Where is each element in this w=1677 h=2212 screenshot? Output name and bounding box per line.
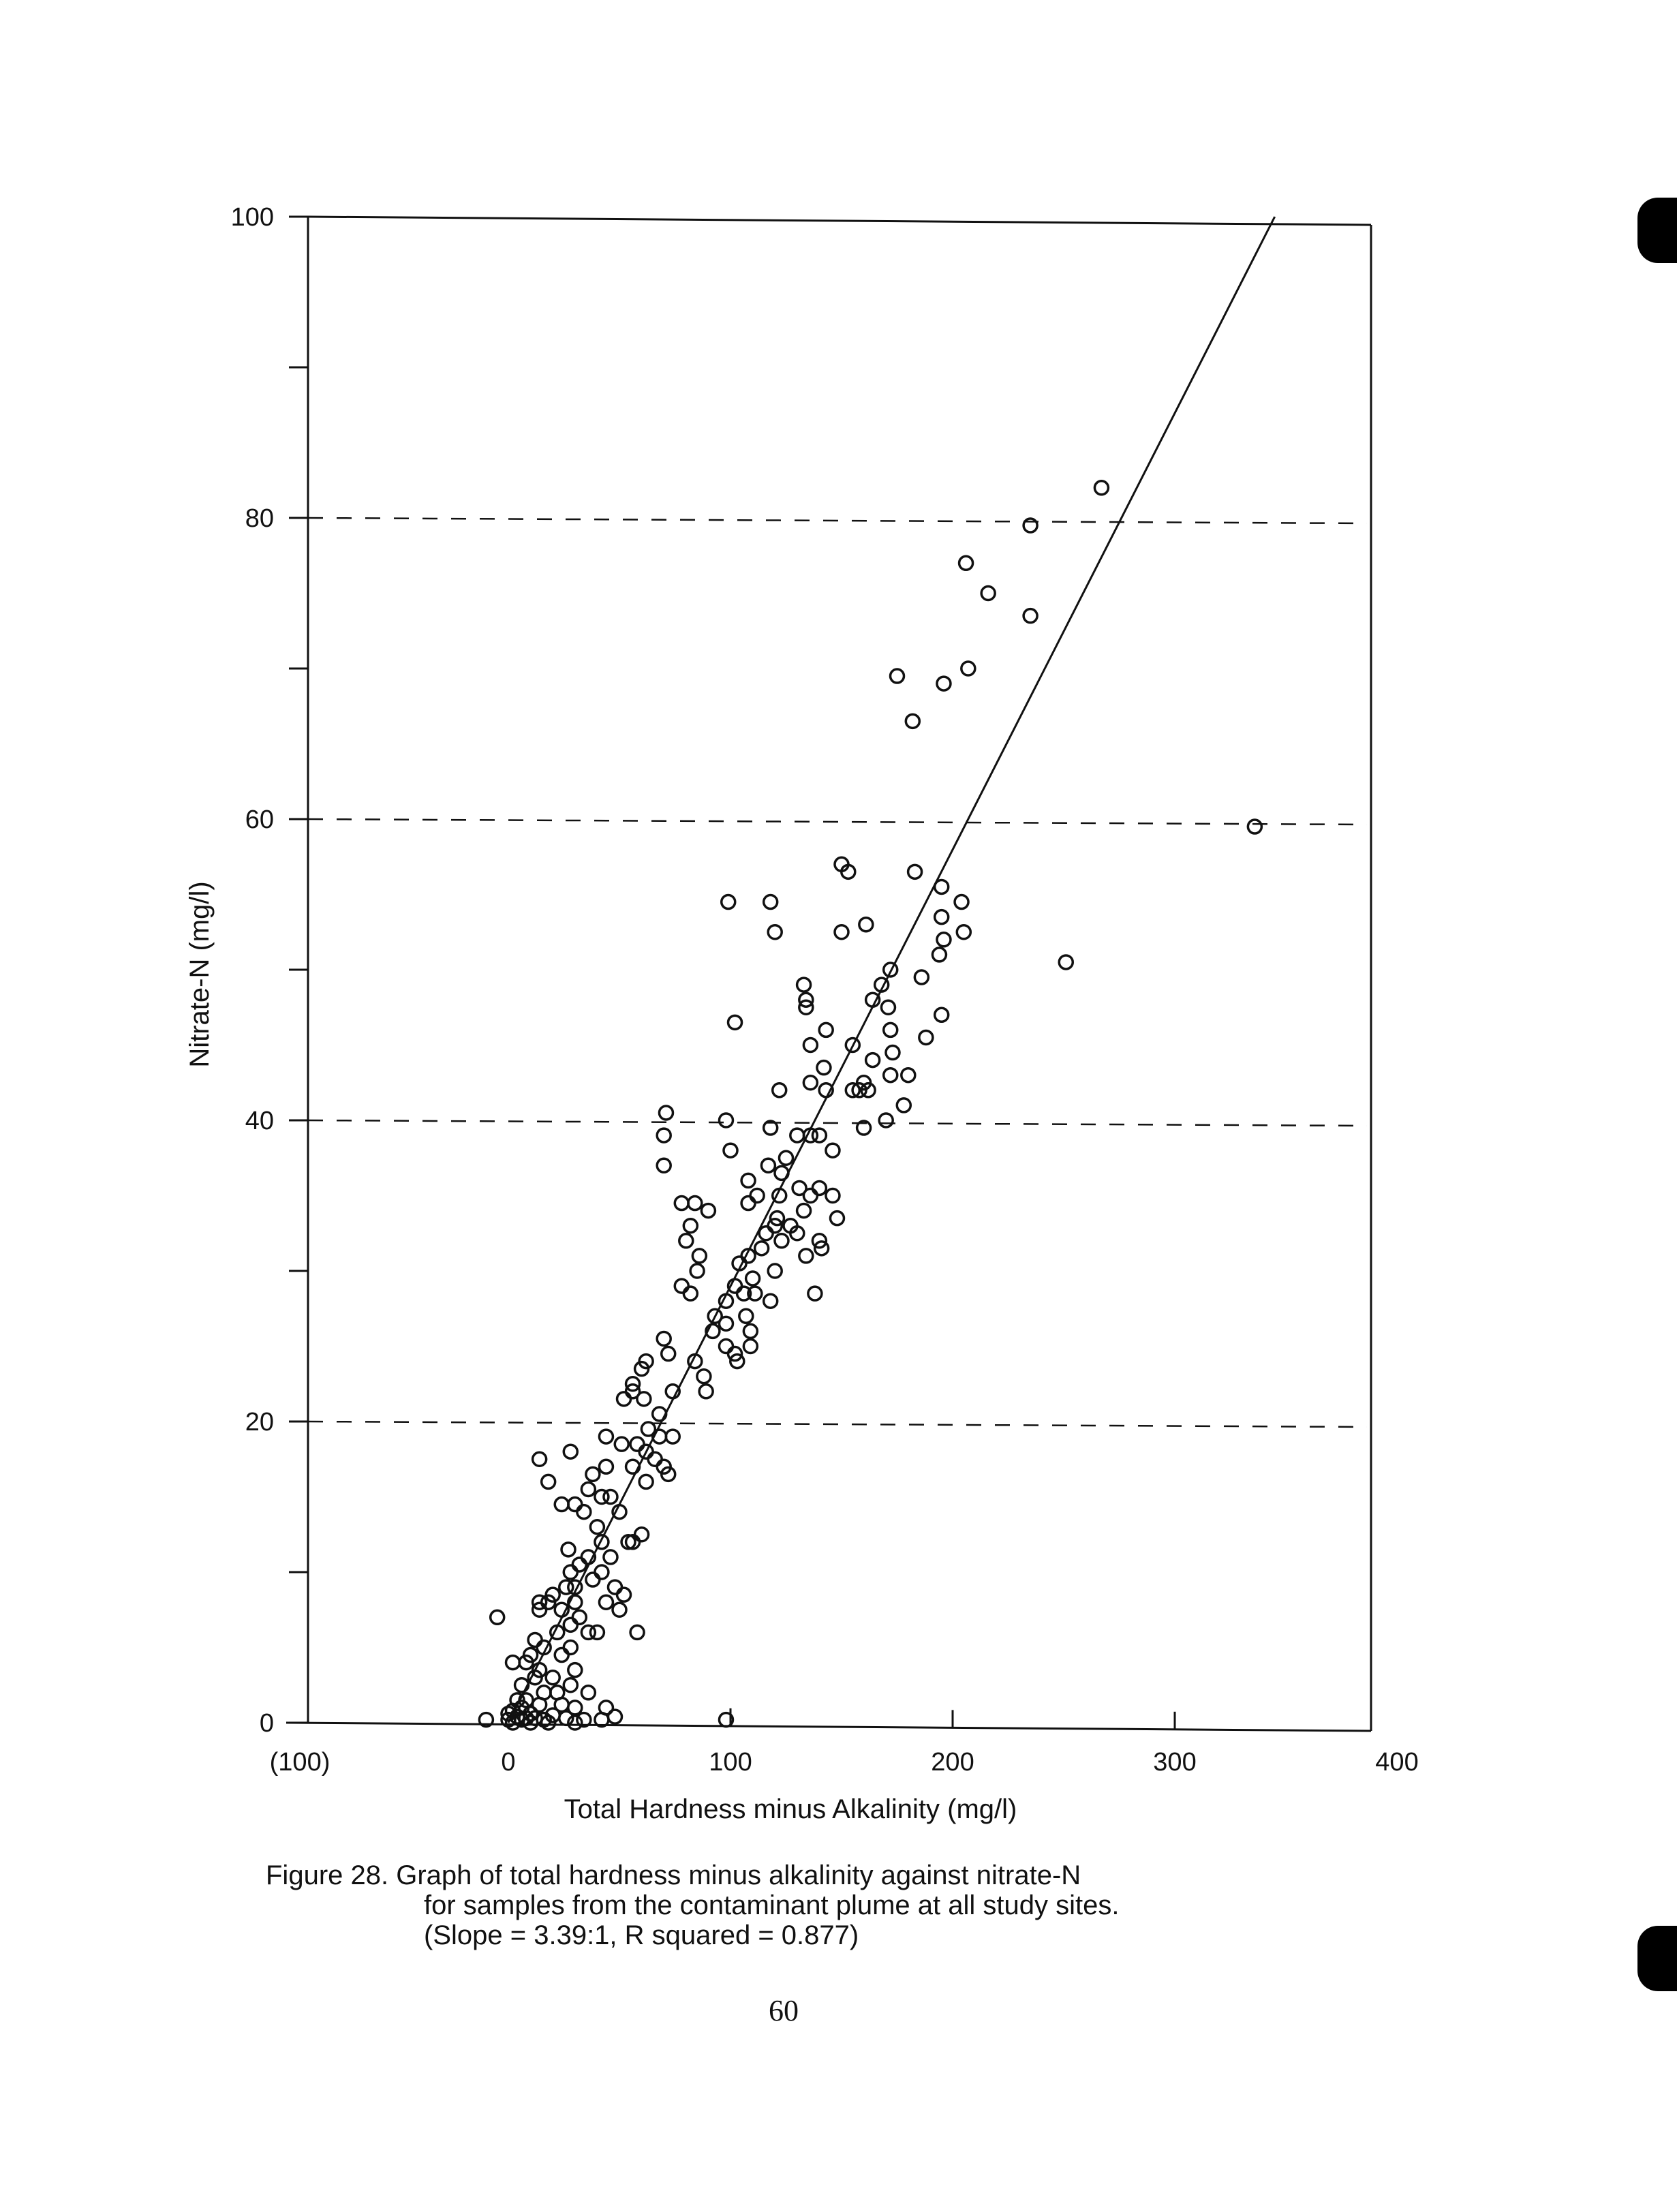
x-tick-label-100: 100 <box>709 1748 752 1777</box>
data-point <box>803 1039 817 1052</box>
data-point <box>564 1618 577 1631</box>
data-point <box>697 1370 711 1383</box>
y-tick-label-0: 0 <box>259 1709 274 1738</box>
data-point <box>879 1113 893 1127</box>
data-point <box>692 1249 706 1263</box>
data-point <box>886 1046 899 1060</box>
data-point <box>608 1580 621 1594</box>
data-point <box>755 1242 769 1255</box>
data-point <box>568 1663 582 1677</box>
data-point <box>906 714 919 728</box>
data-point <box>546 1671 559 1685</box>
top-frame-line <box>308 217 1371 225</box>
data-point <box>719 1317 733 1330</box>
data-point <box>630 1625 644 1639</box>
data-point <box>768 925 782 939</box>
data-point <box>866 1054 880 1067</box>
data-point <box>959 556 973 570</box>
data-point <box>564 1678 577 1692</box>
data-point <box>675 1279 688 1293</box>
data-point <box>741 1197 755 1210</box>
data-point <box>808 1287 822 1300</box>
data-point <box>528 1633 542 1646</box>
regression-line <box>508 217 1275 1723</box>
data-point <box>688 1197 702 1210</box>
y-tick-label-40: 40 <box>245 1107 274 1135</box>
data-point <box>572 1610 586 1624</box>
caption-line-1: Figure 28. Graph of total hardness minus alkalinity against nitrate-N <box>266 1860 1081 1890</box>
grid-line-80 <box>308 518 1367 523</box>
data-point <box>533 1452 547 1466</box>
data-point <box>683 1219 697 1233</box>
x-tick-label-0: 0 <box>501 1748 516 1777</box>
data-point <box>773 1084 786 1097</box>
data-point <box>897 1099 910 1112</box>
data-point <box>590 1625 604 1639</box>
data-point <box>666 1430 679 1443</box>
data-point <box>743 1324 757 1338</box>
data-point <box>581 1482 595 1496</box>
data-point <box>750 1189 764 1203</box>
data-point <box>690 1264 704 1278</box>
grid-line-20 <box>308 1422 1367 1427</box>
data-point <box>908 865 922 878</box>
data-point <box>981 587 995 600</box>
data-point <box>639 1475 653 1488</box>
data-point <box>739 1309 753 1323</box>
data-point <box>615 1437 628 1451</box>
grid-lines <box>308 518 1367 1427</box>
data-point <box>937 933 951 947</box>
data-point <box>797 978 811 992</box>
data-point <box>555 1498 568 1511</box>
data-point <box>491 1610 504 1624</box>
data-point <box>746 1272 760 1285</box>
data-point <box>581 1686 595 1700</box>
data-point <box>719 1340 733 1353</box>
y-tick-label-100: 100 <box>230 203 274 232</box>
data-point <box>891 669 904 683</box>
data-point <box>564 1445 577 1458</box>
data-point <box>775 1234 788 1248</box>
data-point <box>932 948 946 962</box>
data-point <box>799 1249 813 1263</box>
data-point <box>790 1128 804 1142</box>
data-point <box>764 895 778 909</box>
axes <box>286 217 1371 1731</box>
tick-labels <box>231 203 1419 1777</box>
data-point <box>662 1347 675 1361</box>
x-tick-label--100: (100) <box>269 1748 330 1777</box>
data-points <box>479 481 1261 1730</box>
data-point <box>595 1565 609 1579</box>
data-point <box>826 1143 840 1157</box>
data-point <box>812 1181 826 1195</box>
data-point <box>935 1008 949 1021</box>
data-point <box>817 1061 831 1075</box>
data-point <box>743 1340 757 1353</box>
data-point <box>675 1197 688 1210</box>
data-point <box>555 1648 568 1662</box>
ticks <box>289 217 1175 1730</box>
data-point <box>617 1588 631 1601</box>
data-point <box>803 1189 817 1203</box>
data-point <box>741 1173 755 1187</box>
data-point <box>630 1437 644 1451</box>
data-point <box>577 1505 591 1519</box>
data-point <box>561 1543 575 1556</box>
y-tick-label-80: 80 <box>245 504 274 533</box>
data-point <box>1059 955 1073 969</box>
data-point <box>719 1113 733 1127</box>
data-point <box>613 1603 626 1616</box>
y-tick-label-60: 60 <box>245 805 274 834</box>
data-point <box>572 1558 586 1571</box>
y-axis-title: Nitrate-N (mg/l) <box>185 881 215 1068</box>
data-point <box>604 1550 617 1564</box>
grid-line-40 <box>308 1120 1367 1126</box>
data-point <box>937 677 951 690</box>
data-point <box>657 1128 671 1142</box>
data-point <box>761 1158 775 1172</box>
data-point <box>780 1151 793 1165</box>
data-point <box>590 1520 604 1534</box>
figure-caption <box>266 1860 1288 1950</box>
data-point <box>759 1227 773 1240</box>
data-point <box>599 1460 613 1473</box>
caption-line-3: (Slope = 3.39:1, R squared = 0.877) <box>424 1920 859 1950</box>
data-point <box>797 1204 811 1218</box>
binder-hole-top <box>1637 198 1677 263</box>
data-point <box>599 1595 613 1609</box>
data-point <box>764 1294 778 1308</box>
data-point <box>699 1385 713 1398</box>
data-point <box>586 1467 600 1481</box>
data-point <box>701 1204 715 1218</box>
data-point <box>637 1392 651 1406</box>
data-point <box>608 1710 621 1723</box>
data-point <box>599 1430 613 1443</box>
data-point <box>914 970 928 984</box>
data-point <box>659 1106 673 1120</box>
y-tick-label-20: 20 <box>245 1408 274 1437</box>
x-axis-title: Total Hardness minus Alkalinity (mg/l) <box>564 1794 1017 1824</box>
data-point <box>1024 609 1037 623</box>
data-point <box>657 1158 671 1172</box>
grid-line-60 <box>308 819 1367 825</box>
page-number: 60 <box>769 1994 799 2027</box>
data-point <box>881 1000 895 1014</box>
data-point <box>803 1076 817 1090</box>
binder-hole-bottom <box>1637 1926 1677 1991</box>
data-point <box>728 1015 742 1029</box>
data-point <box>919 1030 933 1044</box>
data-point <box>683 1287 697 1300</box>
data-point <box>884 1069 897 1082</box>
data-point <box>617 1392 631 1406</box>
data-point <box>859 918 873 932</box>
data-point <box>1094 481 1108 495</box>
data-point <box>957 925 970 939</box>
data-point <box>826 1189 840 1203</box>
regression-line-segment <box>508 217 1275 1723</box>
data-point <box>648 1452 662 1466</box>
data-point <box>830 1212 844 1225</box>
x-tick-label-300: 300 <box>1153 1748 1197 1777</box>
data-point <box>935 910 949 924</box>
data-point <box>635 1528 649 1541</box>
x-tick-label-400: 400 <box>1375 1748 1419 1777</box>
data-point <box>564 1565 577 1579</box>
data-point <box>724 1143 737 1157</box>
data-point <box>819 1023 833 1036</box>
caption-line-2: for samples from the contaminant plume at all study sites. <box>424 1890 1120 1920</box>
x-tick-label-200: 200 <box>931 1748 974 1777</box>
data-point <box>657 1332 671 1345</box>
data-point <box>559 1580 573 1594</box>
data-point <box>679 1234 693 1248</box>
data-point <box>568 1498 582 1511</box>
data-point <box>955 895 968 909</box>
data-point <box>902 1069 915 1082</box>
data-point <box>1248 820 1261 833</box>
data-point <box>884 1023 897 1036</box>
data-point <box>506 1656 520 1670</box>
data-point <box>722 895 735 909</box>
data-point <box>768 1264 782 1278</box>
data-point <box>586 1573 600 1586</box>
data-point <box>564 1641 577 1655</box>
data-point <box>961 662 975 675</box>
data-point <box>812 1128 826 1142</box>
data-point <box>1024 519 1037 532</box>
data-point <box>542 1475 555 1488</box>
data-point <box>835 925 848 939</box>
data-point <box>604 1490 617 1504</box>
x-axis-line <box>286 1723 1371 1731</box>
